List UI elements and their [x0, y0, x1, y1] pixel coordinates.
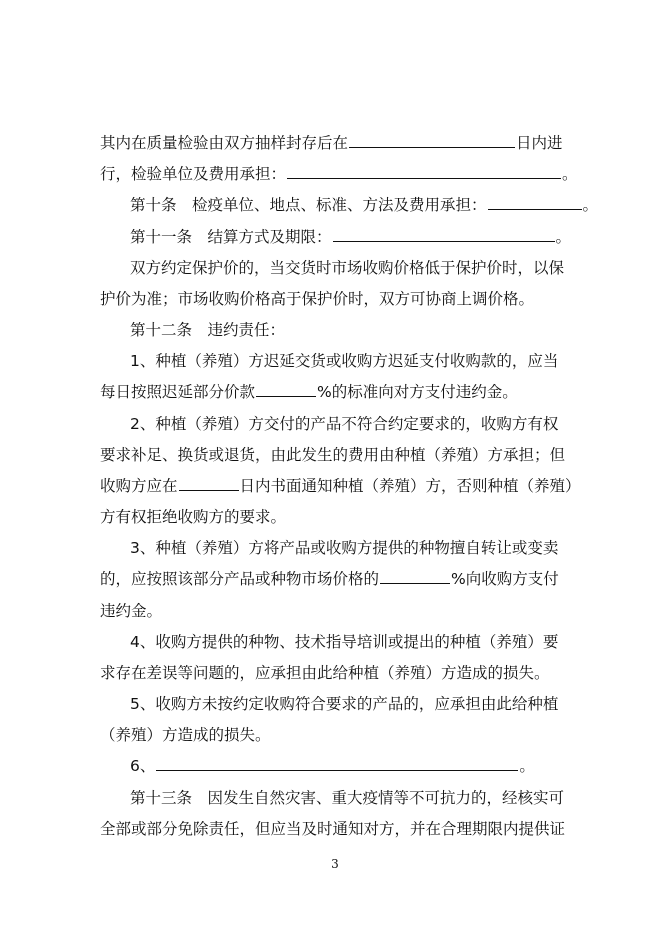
text-line: 4、收购方提供的种物、技术指导培训或提出的种植（养殖）要	[130, 633, 559, 651]
fill-in-blank[interactable]	[333, 225, 555, 242]
article-10: 第十条 检疫单位、地点、标准、方法及费用承担： 。	[130, 190, 580, 220]
text-line: 其内在质量检验由双方抽样封存后在 日内进	[100, 128, 580, 158]
text-line: 6、 。	[130, 751, 580, 781]
text-line: 5、收购方未按约定收购符合要求的产品的，应承担由此给种植	[130, 695, 559, 713]
text-line: 方有权拒绝收购方的要求。	[100, 508, 287, 526]
fill-in-blank[interactable]	[156, 754, 518, 771]
text-line: 护价为准；市场收购价格高于保护价时，双方可协商上调价格。	[100, 290, 535, 308]
text-line: 每日按照迟延部分价款 %的标准向对方支付违约金。	[100, 377, 580, 407]
article-12-heading: 第十二条 违约责任：	[130, 321, 286, 339]
text-line: 2、种植（养殖）方交付的产品不符合约定要求的，收购方有权	[130, 415, 559, 433]
text-line: 3、种植（养殖）方将产品或收购方提供的种物擅自转让或变卖	[130, 539, 559, 557]
fill-in-blank[interactable]	[256, 380, 316, 397]
text-line: 收购方应在 日内书面通知种植（养殖）方，否则种植（养殖）	[100, 471, 580, 501]
text-line: 1、种植（养殖）方迟延交货或收购方迟延支付收购款的，应当	[130, 352, 559, 370]
fill-in-blank[interactable]	[287, 162, 561, 179]
fill-in-blank[interactable]	[179, 474, 239, 491]
text-line: （养殖）方造成的损失。	[100, 726, 271, 744]
article-11: 第十一条 结算方式及期限： 。	[130, 222, 580, 252]
text-line: 双方约定保护价的，当交货时市场收购价格低于保护价时，以保	[130, 259, 565, 277]
text-line: 行，检验单位及费用承担： 。	[100, 159, 580, 189]
page-number: 3	[331, 857, 339, 871]
text-line: 违约金。	[100, 602, 163, 620]
text-line: 求存在差误等问题的，应承担由此给种植（养殖）方造成的损失。	[100, 664, 550, 682]
text-line: 的，应按照该部分产品或种物市场价格的 %向收购方支付	[100, 564, 580, 594]
article-13: 第十三条 因发生自然灾害、重大疫情等不可抗力的，经核实可	[130, 789, 565, 807]
fill-in-blank[interactable]	[349, 131, 515, 148]
fill-in-blank[interactable]	[488, 193, 582, 210]
text-line: 全部或部分免除责任，但应当及时通知对方，并在合理期限内提供证	[100, 820, 566, 838]
fill-in-blank[interactable]	[380, 567, 450, 584]
text-line: 要求补足、换货或退货，由此发生的费用由种植（养殖）方承担；但	[100, 446, 566, 464]
